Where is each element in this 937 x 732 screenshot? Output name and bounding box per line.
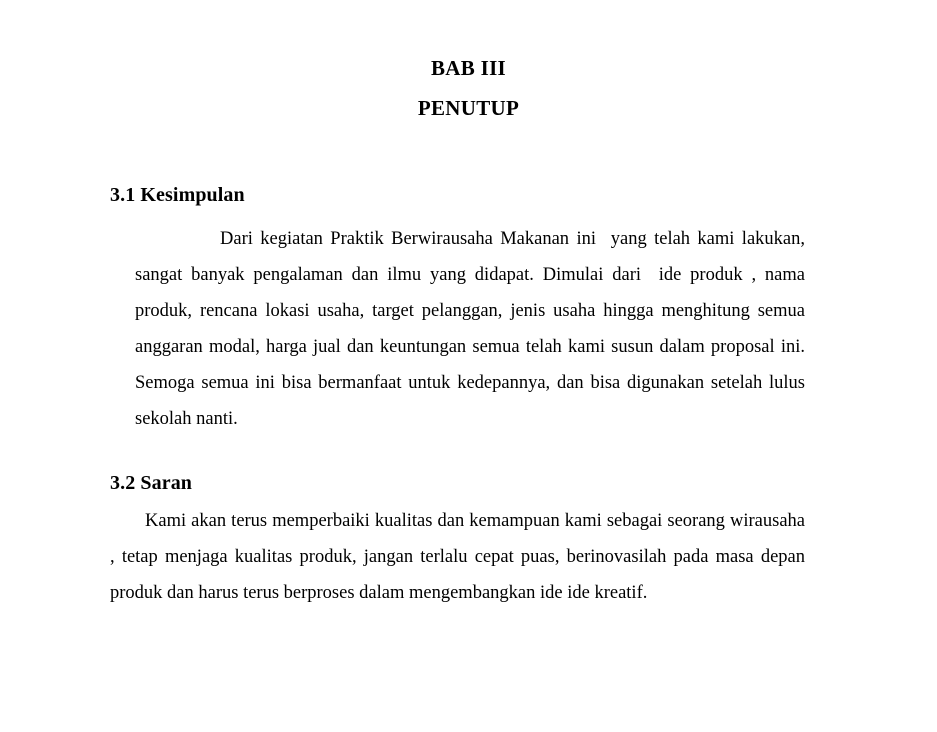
section-body-kesimpulan: Dari kegiatan Praktik Berwirausaha Makanan ini yang telah kami lakukan, sangat banyak pengalaman dan ilmu yang didapat. Dimulai dari ide produk , nama produk, rencana lokasi usaha, target pelanggan, jenis usaha hingga menghitung semua anggaran modal, harga jual dan keuntungan semua telah kami susun dalam proposal ini. Semoga semua ini bisa bermanfaat untuk kedepannya, dan bisa digunakan setelah lulus sekolah nanti. — [135, 229, 810, 429]
section-heading-saran: 3.2 Saran — [110, 472, 193, 494]
chapter-name-heading: PENUTUP — [417, 96, 520, 120]
chapter-number-heading: BAB III — [430, 56, 507, 80]
chapter-title-block — [0, 0, 937, 119]
section-kesimpulan — [0, 119, 937, 437]
section-saran — [0, 437, 937, 611]
section-body-saran: Kami akan terus memperbaiki kualitas dan kemampuan kami sebagai seorang wirausaha , tetap menjaga kualitas produk, jangan terlalu cepat puas, berinovasilah pada masa depan produk dan harus terus berproses dalam mengembangkan ide ide kreatif. — [110, 511, 810, 603]
section-heading-kesimpulan: 3.1 Kesimpulan — [110, 184, 245, 206]
